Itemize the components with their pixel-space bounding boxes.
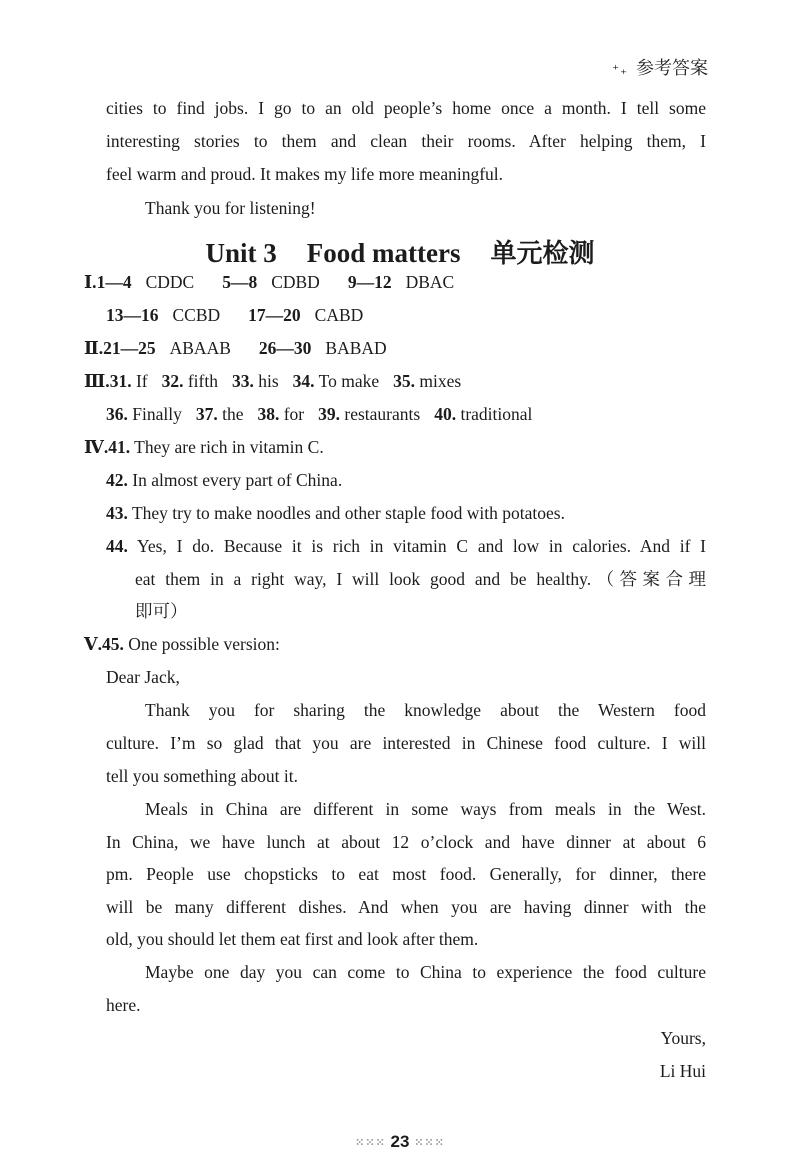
dots-ornament-right: ⁙⁙⁙ (414, 1137, 445, 1150)
answer: traditional (460, 404, 533, 424)
letter-line: here. (106, 995, 141, 1015)
letter-line: Thank you for sharing the knowledge about the Western food (145, 700, 706, 720)
letter-line: In China, we have lunch at about 12 o’clock and have dinner at about 6 (106, 832, 706, 852)
answer-label: One possible version: (128, 634, 280, 654)
question-number: 34. (292, 371, 315, 391)
question-number: 44. (106, 536, 128, 556)
answer: CABD (314, 305, 364, 325)
header-label: 参考答案 (636, 58, 708, 79)
question-number: 37. (195, 404, 218, 424)
answer: the (222, 404, 244, 424)
section-4-q42 (106, 472, 342, 490)
answer: his (258, 371, 279, 391)
section-roman: Ⅳ. (84, 437, 109, 457)
answer: If (135, 371, 148, 391)
intro-line: interesting stories to them and clean their rooms. After helping them, I (106, 131, 706, 151)
answer: CDBD (271, 272, 320, 292)
letter-line: Maybe one day you can come to China to experience the food culture (145, 962, 706, 982)
answer: DBAC (405, 272, 455, 292)
answer: mixes (419, 371, 462, 391)
section-4-q41 (84, 439, 324, 457)
question-range: 26—30 (258, 338, 312, 358)
section-3-row-2 (106, 406, 532, 424)
page-number: 23 (390, 1132, 410, 1151)
section-2-row-1 (84, 340, 387, 358)
answer: Finally (132, 404, 182, 424)
section-4-q43 (106, 505, 565, 523)
answer: CDDC (145, 272, 195, 292)
letter-closing: Yours, (660, 1028, 706, 1048)
question-number: 38. (257, 404, 280, 424)
section-4-q44 (106, 538, 706, 556)
question-range: 21—25 (103, 338, 156, 358)
intro-line: feel warm and proud. It makes my life more meaningful. (106, 164, 504, 184)
question-range: 13—16 (106, 305, 159, 325)
letter-line: culture. I’m so glad that you are interested in Chinese food culture. I will (106, 733, 706, 753)
section-3-row-1 (84, 373, 461, 391)
unit-number: Unit 3 (205, 238, 277, 268)
section-1-row-2 (106, 307, 363, 325)
letter-line: tell you something about it. (106, 766, 298, 786)
page-header (612, 54, 708, 80)
answer: BABAD (325, 338, 387, 358)
unit-name: Food matters (306, 238, 461, 268)
question-number: 39. (318, 404, 341, 424)
dots-ornament-left: ⁙⁙⁙ (355, 1137, 386, 1150)
unit-test-label: 单元检测 (490, 239, 595, 269)
question-number: 43. (106, 503, 128, 523)
section-5-q45 (84, 636, 280, 654)
section-roman: Ⅴ. (84, 634, 102, 654)
question-range: 9—12 (347, 272, 392, 292)
answer: To make (318, 371, 380, 391)
question-range: 5—8 (222, 272, 258, 292)
letter-line: old, you should let them eat first and look after them. (106, 929, 479, 949)
answer: In almost every part of China. (132, 470, 343, 490)
section-1-row-1 (84, 274, 454, 292)
letter-line: Meals in China are different in some ways from meals in the West. (145, 799, 706, 819)
intro-line: Thank you for listening! (145, 198, 316, 218)
question-number: 42. (106, 470, 128, 490)
question-number: 40. (434, 404, 457, 424)
answer: restaurants (344, 404, 421, 424)
letter-greeting: Dear Jack, (106, 667, 180, 687)
question-range: 1—4 (96, 272, 132, 292)
section-roman: Ⅲ. (84, 371, 110, 391)
letter-signature: Li Hui (659, 1061, 706, 1081)
answer: Yes, I do. Because it is rich in vitamin C and low in calories. And if I (137, 536, 706, 556)
question-number: 41. (108, 437, 131, 457)
answer-line: eat them in a right way, I will look good and be healthy.（答案合理 (135, 569, 706, 589)
letter-line: will be many different dishes. And when you are having dinner with the (106, 897, 706, 917)
question-number: 31. (109, 371, 132, 391)
section-roman: Ⅰ. (84, 272, 97, 292)
answer: for (283, 404, 305, 424)
unit-title (0, 233, 800, 270)
answer: CCBD (172, 305, 221, 325)
question-number: 33. (231, 371, 254, 391)
question-number: 36. (106, 404, 128, 424)
section-roman: Ⅱ. (84, 338, 104, 358)
letter-line: pm. People use chopsticks to eat most food. Generally, for dinner, there (106, 864, 706, 884)
question-number: 32. (161, 371, 184, 391)
answer: fifth (187, 371, 218, 391)
answer: ABAAB (169, 338, 231, 358)
answer-line: 即可） (135, 601, 188, 621)
sparkle-icon: ⁺₊ (612, 63, 628, 78)
page-number-area (0, 1132, 800, 1152)
question-range: 17—20 (248, 305, 301, 325)
answer: They try to make noodles and other staple food with potatoes. (131, 503, 565, 523)
answer: They are rich in vitamin C. (134, 437, 324, 457)
question-number: 35. (393, 371, 415, 391)
question-number: 45. (101, 634, 124, 654)
intro-line: cities to find jobs. I go to an old people’s home once a month. I tell some (106, 98, 706, 118)
